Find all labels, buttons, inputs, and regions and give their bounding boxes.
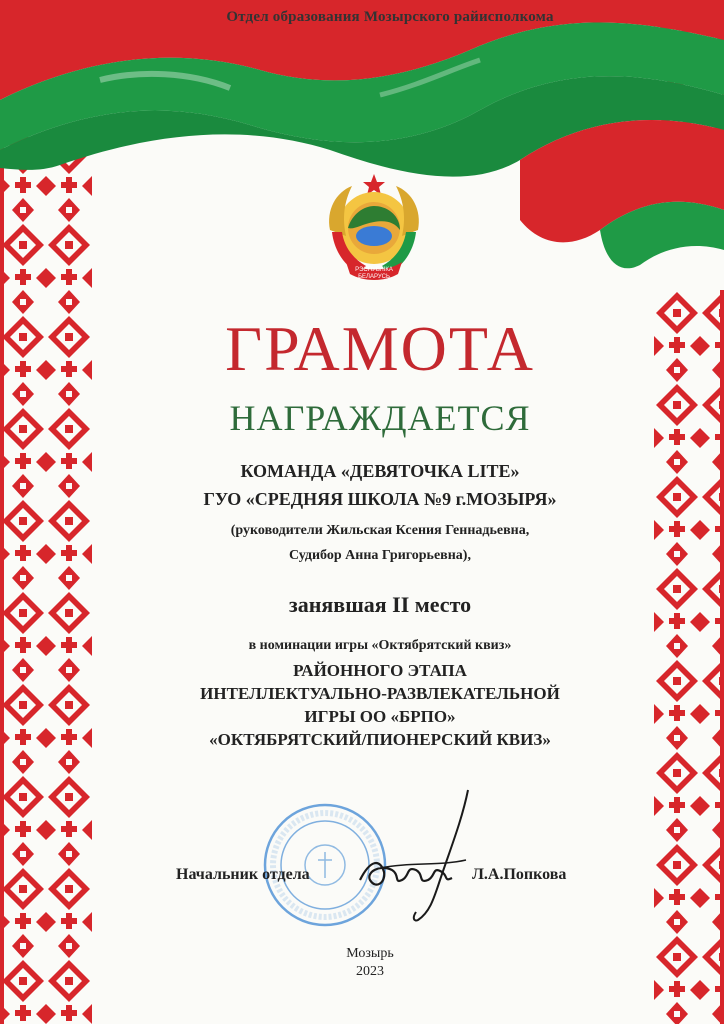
- awarded-place: занявшая II место: [288, 592, 472, 617]
- ornament-border-right: [654, 290, 724, 1024]
- signer-position: Начальник отдела: [176, 866, 310, 883]
- year: 2023: [356, 964, 384, 979]
- emblem-ribbon-text-2: БЕЛАРУСЬ: [358, 274, 390, 280]
- team-name: КОМАНДА «ДЕВЯТОЧКА LITE»: [240, 461, 520, 481]
- certificate-title: ГРАМОТА: [225, 313, 535, 384]
- city: Мозырь: [346, 946, 394, 961]
- belarus-coat-of-arms-icon: [316, 170, 432, 286]
- handwritten-signature-icon: [340, 780, 480, 930]
- event-line-1: РАЙОННОГО ЭТАПА: [293, 661, 467, 680]
- certificate-subtitle: НАГРАЖДАЕТСЯ: [229, 398, 531, 438]
- nomination: в номинации игры «Октябрятский квиз»: [248, 638, 512, 653]
- event-line-3: ИГРЫ ОО «БРПО»: [304, 707, 456, 726]
- signer-name: Л.А.Попкова: [472, 866, 567, 883]
- event-line-2: ИНТЕЛЛЕКТУАЛЬНО-РАЗВЛЕКАТЕЛЬНОЙ: [200, 684, 560, 703]
- leaders-line-2: Судибор Анна Григорьевна),: [289, 548, 471, 563]
- emblem-ribbon-text-1: РЭСПУБЛІКА: [355, 267, 393, 273]
- header-organization: Отдел образования Мозырского райисполкома: [226, 9, 554, 25]
- leaders-line-1: (руководители Жильская Ксения Геннадьевна,: [230, 523, 530, 538]
- event-line-4: «ОКТЯБРЯТСКИЙ/ПИОНЕРСКИЙ КВИЗ»: [209, 730, 551, 749]
- school-name: ГУО «СРЕДНЯЯ ШКОЛА №9 г.МОЗЫРЯ»: [203, 489, 557, 509]
